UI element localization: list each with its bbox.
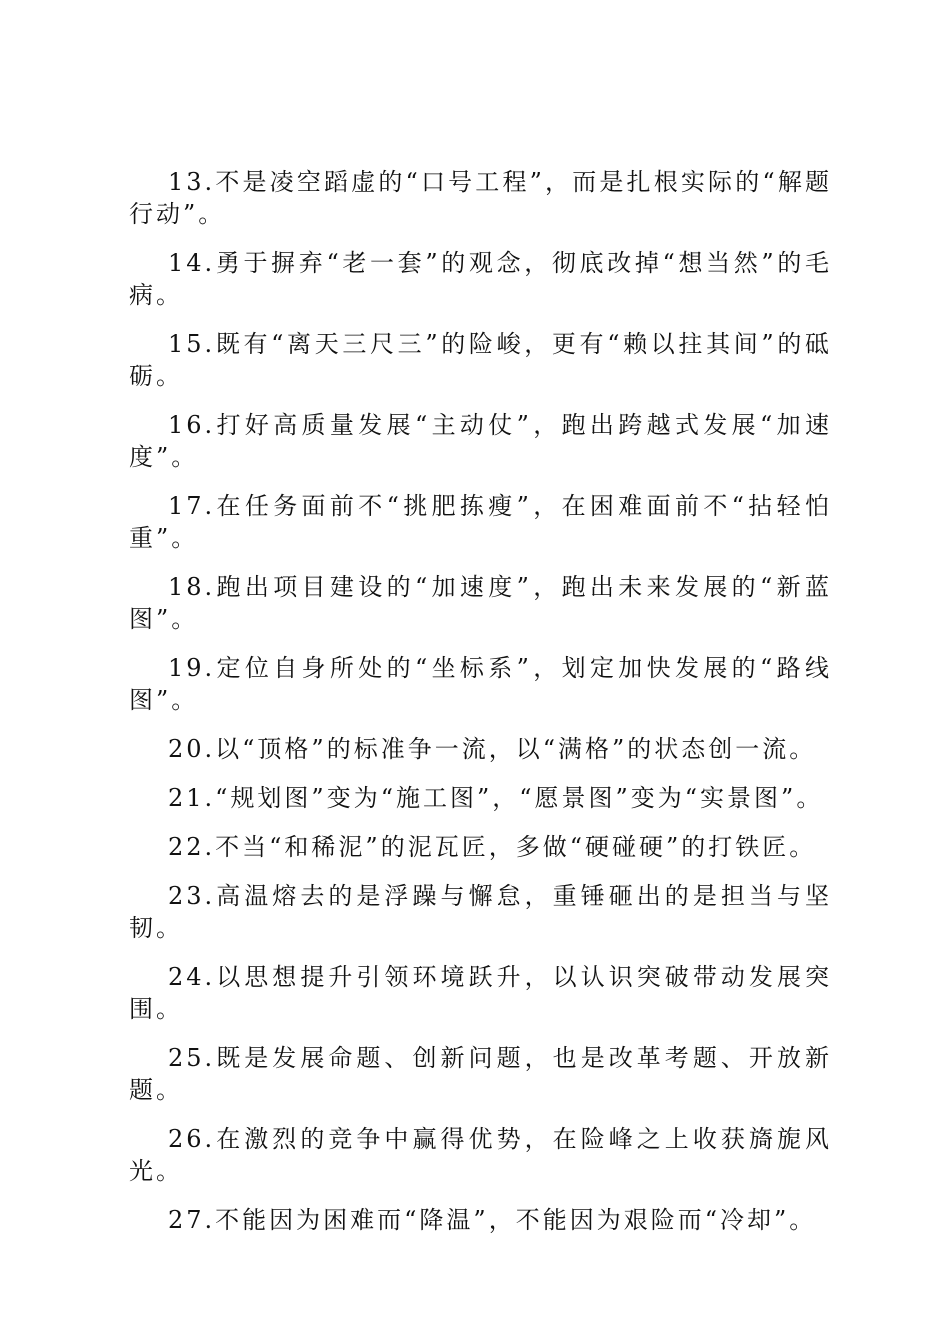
list-item: 13.不是凌空蹈虚的“口号工程”，而是扎根实际的“解题行动”。 — [129, 168, 832, 228]
list-item: 27.不能因为困难而“降温”，不能因为艰险而“冷却”。 — [168, 1206, 817, 1234]
list-item: 14.勇于摒弃“老一套”的观念，彻底改掉“想当然”的毛病。 — [129, 249, 832, 309]
item-list — [129, 166, 832, 1253]
list-item: 15.既有“离天三尺三”的险峻，更有“赖以拄其间”的砥砺。 — [129, 330, 832, 390]
list-item: 19.定位自身所处的“坐标系”，划定加快发展的“路线图”。 — [129, 654, 832, 714]
list-item: 22.不当“和稀泥”的泥瓦匠，多做“硬碰硬”的打铁匠。 — [168, 833, 817, 861]
list-item: 16.打好高质量发展“主动仗”，跑出跨越式发展“加速度”。 — [129, 411, 832, 471]
list-item: 25.既是发展命题、创新问题，也是改革考题、开放新题。 — [129, 1044, 832, 1104]
list-item: 20.以“顶格”的标准争一流，以“满格”的状态创一流。 — [168, 735, 817, 763]
list-item: 23.高温熔去的是浮躁与懈怠，重锤砸出的是担当与坚韧。 — [129, 882, 832, 942]
list-item: 26.在激烈的竞争中赢得优势，在险峰之上收获旖旎风光。 — [129, 1125, 832, 1185]
list-item: 17.在任务面前不“挑肥拣瘦”，在困难面前不“拈轻怕重”。 — [129, 492, 832, 552]
list-item: 21.“规划图”变为“施工图”，“愿景图”变为“实景图”。 — [168, 784, 824, 812]
list-item: 24.以思想提升引领环境跃升，以认识突破带动发展突围。 — [129, 963, 832, 1023]
list-item: 18.跑出项目建设的“加速度”，跑出未来发展的“新蓝图”。 — [129, 573, 832, 633]
